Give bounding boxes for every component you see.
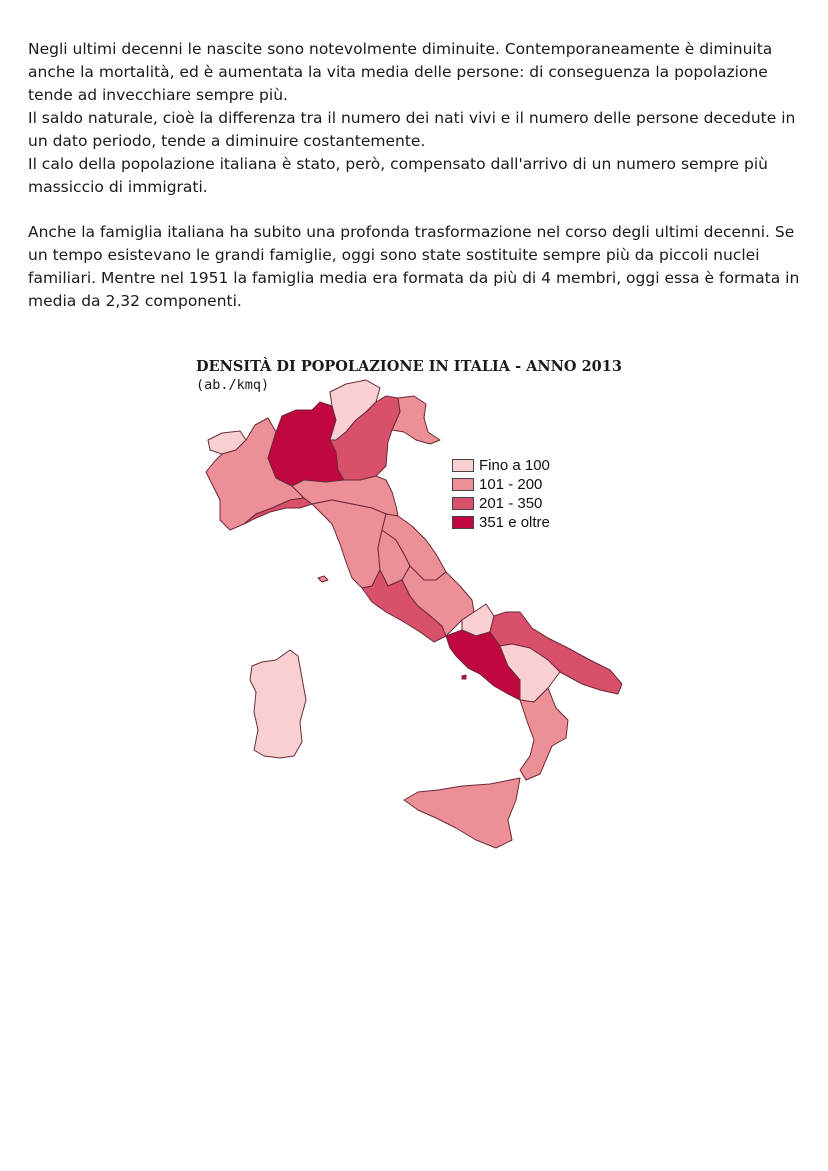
legend-item — [452, 475, 550, 494]
map-legend — [452, 456, 550, 532]
legend-swatch — [452, 459, 474, 472]
legend-swatch — [452, 516, 474, 529]
legend-swatch — [452, 478, 474, 491]
legend-item — [452, 513, 550, 532]
region-sicilia — [404, 778, 520, 848]
legend-item — [452, 494, 550, 513]
region-toscana — [312, 500, 386, 588]
paragraph: Anche la famiglia italiana ha subito una profonda trasformazione nel corso degli ultimi decenni. Se un tempo esistevano le grandi famiglie, oggi sono state sostituite sempre più da piccoli nuclei familiari. Mentre nel 1951 la famiglia media era formata da più di 4 membri, oggi essa è formata in media da 2,32 componenti. — [28, 223, 800, 310]
paragraph: Negli ultimi decenni le nascite sono notevolmente diminuite. Contemporaneamente è diminuita anche la mortalità, ed è aumentata la vita media delle persone: di conseguenza la popolazione tende ad invecchiare sempre più. — [28, 40, 773, 104]
map-title: DENSITÀ DI POPOLAZIONE IN ITALIA - ANNO 2013 — [196, 358, 622, 375]
legend-label: Fino a 100 — [479, 457, 550, 474]
legend-label: 101 - 200 — [479, 476, 543, 493]
island-elba — [318, 576, 328, 582]
island-capri — [462, 675, 466, 679]
legend-label: 351 e oltre — [479, 514, 550, 531]
paragraph: Il saldo naturale, cioè la differenza tra il numero dei nati vivi e il numero delle persone decedute in un dato periodo, tende a diminuire costantemente. — [28, 109, 796, 150]
region-calabria — [520, 688, 568, 780]
region-sardegna — [250, 650, 306, 758]
region-friuli-venezia-giulia — [392, 396, 440, 444]
legend-swatch — [452, 497, 474, 510]
legend-item — [452, 456, 550, 475]
paragraph: Il calo della popolazione italiana è stato, però, compensato dall'arrivo di un numero sempre più massiccio di immigrati. — [28, 155, 768, 196]
map-unit-label: (ab./kmq) — [196, 377, 270, 393]
legend-label: 201 - 350 — [479, 495, 543, 512]
